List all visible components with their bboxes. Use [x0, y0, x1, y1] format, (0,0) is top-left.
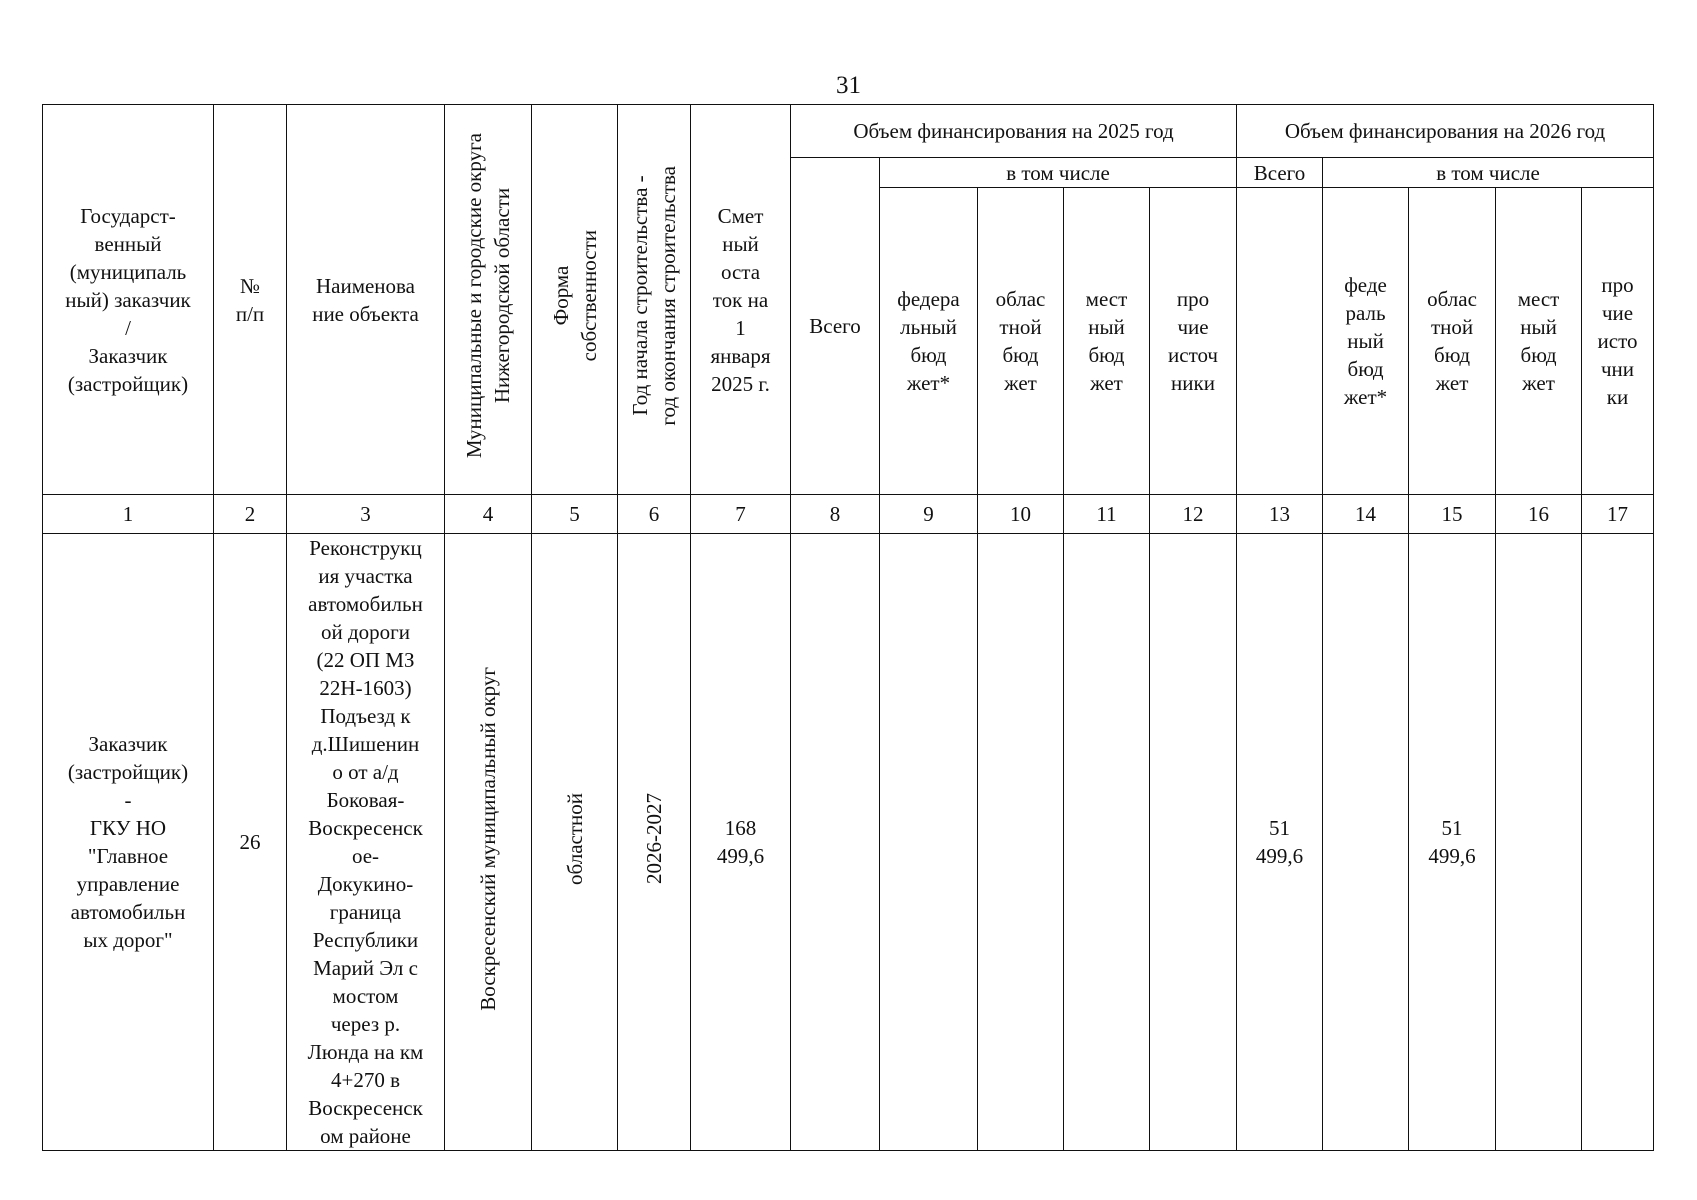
row-federal-2026 [1323, 534, 1409, 1151]
row-ownership: областной [562, 792, 587, 885]
header-ownership: Форма собственности [548, 230, 601, 362]
column-number-row [43, 495, 1654, 534]
header-regional-2026: облас тной бюд жет [1409, 188, 1496, 495]
row-object-name: Реконструкц ия участка автомобильн ой дороги (22 ОП МЗ 22Н-1603) Подъезд к д.Шишенин о от а/д Боковая- Воскресенск ое- Докукино- граница Республики Марий Эл с мостом через р. Люнда на км 4+270 в Воскресенск ом районе [287, 534, 445, 1151]
header-regional-2025: облас тной бюд жет [978, 188, 1064, 495]
header-local-2025: мест ный бюд жет [1064, 188, 1150, 495]
column-number: 6 [618, 495, 691, 534]
row-local-2026 [1496, 534, 1582, 1151]
row-regional-2026: 51 499,6 [1409, 534, 1496, 1151]
column-number: 3 [287, 495, 445, 534]
row-ownership-cell [532, 534, 618, 1151]
header-years: Год начала строительства - год окончания строительства [628, 166, 680, 426]
column-number: 12 [1150, 495, 1237, 534]
header-financing-2026: Объем финансирования на 2026 год [1237, 105, 1654, 158]
header-including-2025: в том числе [880, 158, 1237, 188]
page-number: 31 [836, 72, 861, 99]
header-local-2026: мест ный бюд жет [1496, 188, 1582, 495]
header-total-2026: Всего [1237, 158, 1323, 188]
header-total-2026-blank [1237, 188, 1323, 495]
financing-table [42, 104, 1654, 1151]
row-federal-2025 [880, 534, 978, 1151]
column-number: 15 [1409, 495, 1496, 534]
column-number: 2 [214, 495, 287, 534]
header-years-cell [618, 105, 691, 495]
row-number: 26 [214, 534, 287, 1151]
header-customer: Государст- венный (муниципаль ный) заказчик / Заказчик (застройщик) [43, 105, 214, 495]
header-other-2026: про чие исто чни ки [1582, 188, 1654, 495]
column-number: 14 [1323, 495, 1409, 534]
column-number: 1 [43, 495, 214, 534]
column-number: 16 [1496, 495, 1582, 534]
row-customer: Заказчик (застройщик) - ГКУ НО "Главное управление автомобильн ых дорог" [43, 534, 214, 1151]
column-number: 4 [445, 495, 532, 534]
row-local-2025 [1064, 534, 1150, 1151]
column-number: 7 [691, 495, 791, 534]
row-total-2025 [791, 534, 880, 1151]
table-row [43, 534, 1654, 1151]
row-regional-2025 [978, 534, 1064, 1151]
row-years-cell [618, 534, 691, 1151]
header-number: № п/п [214, 105, 287, 495]
header-federal-2025: федера льный бюд жет* [880, 188, 978, 495]
column-number: 13 [1237, 495, 1323, 534]
row-district: Воскресенский муниципальный округ [476, 666, 500, 1011]
row-other-2026 [1582, 534, 1654, 1151]
column-number: 8 [791, 495, 880, 534]
header-total-2025: Всего [791, 158, 880, 495]
column-number: 17 [1582, 495, 1654, 534]
header-districts: Муниципальные и городские округа Нижегородской области [462, 133, 514, 459]
column-number: 9 [880, 495, 978, 534]
row-total-2026: 51 499,6 [1237, 534, 1323, 1151]
header-financing-2025: Объем финансирования на 2025 год [791, 105, 1237, 158]
row-years: 2026-2027 [642, 793, 666, 884]
header-estimate: Смет ный оста ток на 1 января 2025 г. [691, 105, 791, 495]
header-ownership-cell [532, 105, 618, 495]
row-district-cell [445, 534, 532, 1151]
row-estimate: 168 499,6 [691, 534, 791, 1151]
header-other-2025: про чие источ ники [1150, 188, 1237, 495]
column-number: 10 [978, 495, 1064, 534]
header-including-2026: в том числе [1323, 158, 1654, 188]
column-number: 11 [1064, 495, 1150, 534]
header-object-name: Наименова ние объекта [287, 105, 445, 495]
row-other-2025 [1150, 534, 1237, 1151]
header-districts-cell [445, 105, 532, 495]
column-number: 5 [532, 495, 618, 534]
header-federal-2026: феде раль ный бюд жет* [1323, 188, 1409, 495]
